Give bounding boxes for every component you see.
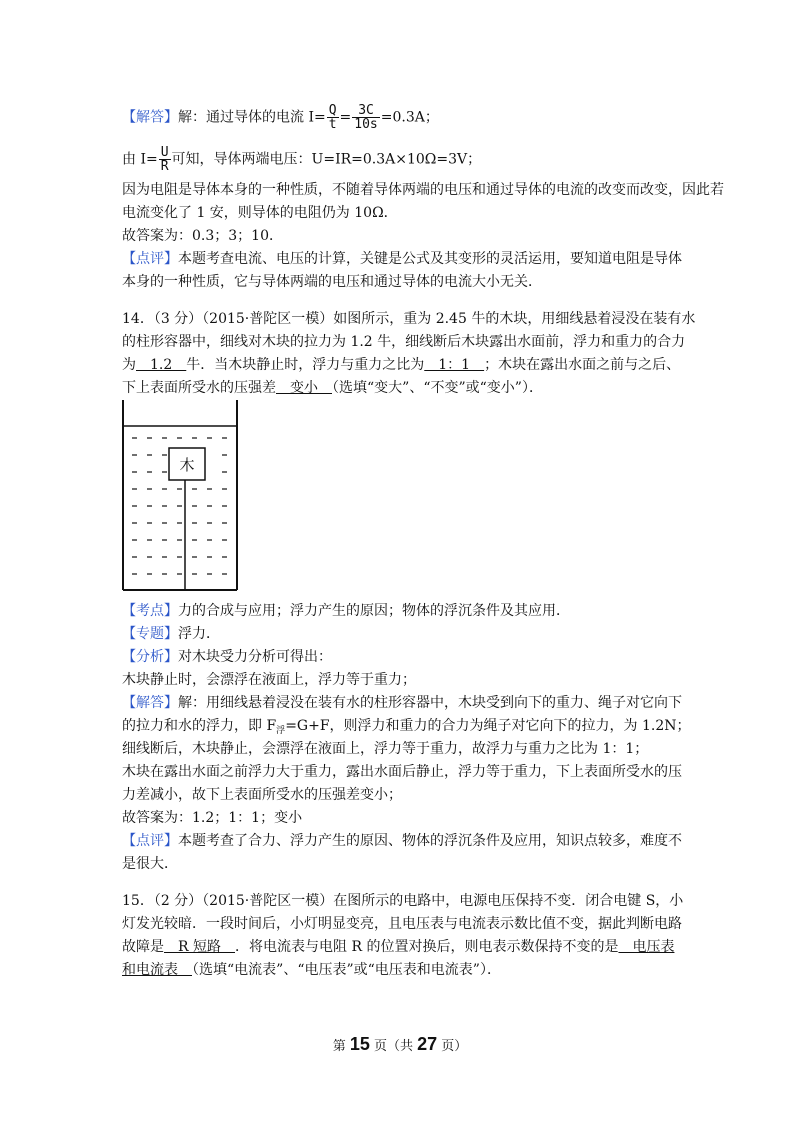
jieda-line-5: 力差减小，故下上表面所受水的压强差变小； [122,787,402,803]
numerator: 3C [352,104,379,118]
q15-line-3 [122,937,674,957]
text: 第 [332,1039,350,1054]
q15-line-2: 灯发光较暗．一段时间后，小灯明显变亮，且电压表与电流表示数比值不变，据此判断电路 [122,916,682,932]
text: （选填“电流表”、“电压表”或“电压表和电流表”）． [192,962,501,978]
denominator: 10s [354,117,378,132]
comment-line-1 [122,249,682,269]
page-number: 15 [349,1034,370,1054]
q15-line-4 [122,960,501,980]
text: ；木块在露出水面之前与之后、 [484,357,681,373]
q14-line-4 [122,378,543,398]
text: 解：用细线悬着浸没在装有水的柱形容器中，木块受到向下的重力、绳子对它向下 [178,695,682,711]
text: 本题考查了合力、浮力产生的原因、物体的浮沉条件及应用，知识点较多，难度不 [178,833,682,849]
text: 由 I= [122,151,158,168]
answer-tag: 【解答】 [122,109,178,126]
q14-line-2: 的柱形容器中，细线对木块的拉力为 1.2 牛，细线断后木块露出水面前，浮力和重力的合力 [122,334,686,350]
text: 对木块受力分析可得出： [178,649,332,665]
text: =0.3A； [380,109,439,126]
comment-tag: 【点评】 [122,833,178,849]
answer-blank-3: 变小 [276,380,332,396]
page-footer [0,1034,800,1057]
answer-blank-1: 1.2 [136,357,187,373]
comment-tag: 【点评】 [122,251,178,267]
text: 故障是 [122,939,164,955]
kaodian-tag: 【考点】 [122,603,178,619]
fenxi-line [122,647,332,667]
text: = [339,109,352,126]
answer-line-2 [122,146,481,173]
dianping-line-2: 是很大． [122,856,178,872]
text: 下上表面所受水的压强差 [122,380,276,396]
final-answer: 故答案为：0.3；3；10． [122,228,283,244]
subscript: 浮 [276,726,286,736]
jieda-line-2 [122,716,691,741]
fenxi-tag: 【分析】 [122,649,178,665]
numerator: U [160,145,169,160]
text: 的拉力和水的浮力，即 F [122,718,277,734]
text: （选填“变大”、“不变”或“变小”）． [332,380,543,396]
zhuanti-tag: 【专题】 [122,626,178,642]
text: 解：通过导体的电流 I= [178,109,326,126]
dianping-line-1 [122,831,682,851]
q15-line-1: 15．（2 分）（2015·普陀区一模）在图所示的电路中，电源电压保持不变．闭合电键 S，小 [122,893,684,909]
jieda-line-1 [122,693,682,713]
page-total: 27 [417,1034,438,1054]
numerator: Q [328,103,337,118]
text: 力的合成与应用；浮力产生的原因；物体的浮沉条件及其应用． [178,603,570,619]
fenxi-line-2: 木块静止时，会漂浮在液面上，浮力等于重力； [122,672,416,688]
q14-line-1: 14．（3 分）（2015·普陀区一模）如图所示，重为 2.45 牛的木块，用细线悬着浸没在装有水 [122,311,696,327]
text: 页（共 [369,1039,418,1054]
text: ．将电流表与电阻 R 的位置对换后，则电表示数保持不变的是 [235,939,619,955]
answer-line-4: 电流变化了 1 安，则导体的电阻仍为 10Ω． [122,205,398,221]
answer-blank-2-cont: 和电流表 [122,962,192,978]
denominator: R [160,159,169,174]
text: 为 [122,357,136,373]
fraction-3c-over-10s [352,104,379,131]
answer-line-3: 因为电阻是导体本身的一种性质，不随着导体两端的电压和通过导体的电流的改变而改变，因此若 [122,182,724,198]
jieda-line-3: 细线断后，木块静止，会漂浮在液面上，浮力等于重力，故浮力与重力之比为 1：1； [122,741,649,757]
text: 本题考查电流、电压的计算，关键是公式及其变形的灵活运用，要知道电阻是导体 [178,251,682,267]
q14-line-3 [122,355,680,375]
text: 牛．当木块静止时，浮力与重力之比为 [186,357,425,373]
answer-line-1 [122,104,439,131]
comment-line-2: 本身的一种性质，它与导体两端的电压和通过导体的电流大小无关． [122,274,542,290]
kaodian-line [122,601,570,621]
text: =G+F，则浮力和重力的合力为绳子对它向下的拉力，为 1.2N； [285,718,691,734]
fraction-u-over-r [159,146,171,173]
answer-blank-2: 1：1 [424,357,485,373]
container-diagram [120,398,240,594]
answer-tag: 【解答】 [122,695,178,711]
answer-blank-1: R 短路 [164,939,235,955]
jieda-line-4: 木块在露出水面之前浮力大于重力，露出水面后静止，浮力等于重力，下上表面所受水的压 [122,764,682,780]
answer-blank-2: 电压表 [618,939,675,955]
text: 浮力． [178,626,220,642]
final-answer: 故答案为：1.2；1：1；变小 [122,810,303,826]
fraction-q-over-t [327,104,339,131]
zhuanti-line [122,624,220,644]
denominator: t [328,117,337,132]
block-label: 木 [179,456,195,474]
text: 可知，导体两端电压：U=IR=0.3A×10Ω=3V； [171,151,482,168]
text: 页） [437,1039,468,1054]
